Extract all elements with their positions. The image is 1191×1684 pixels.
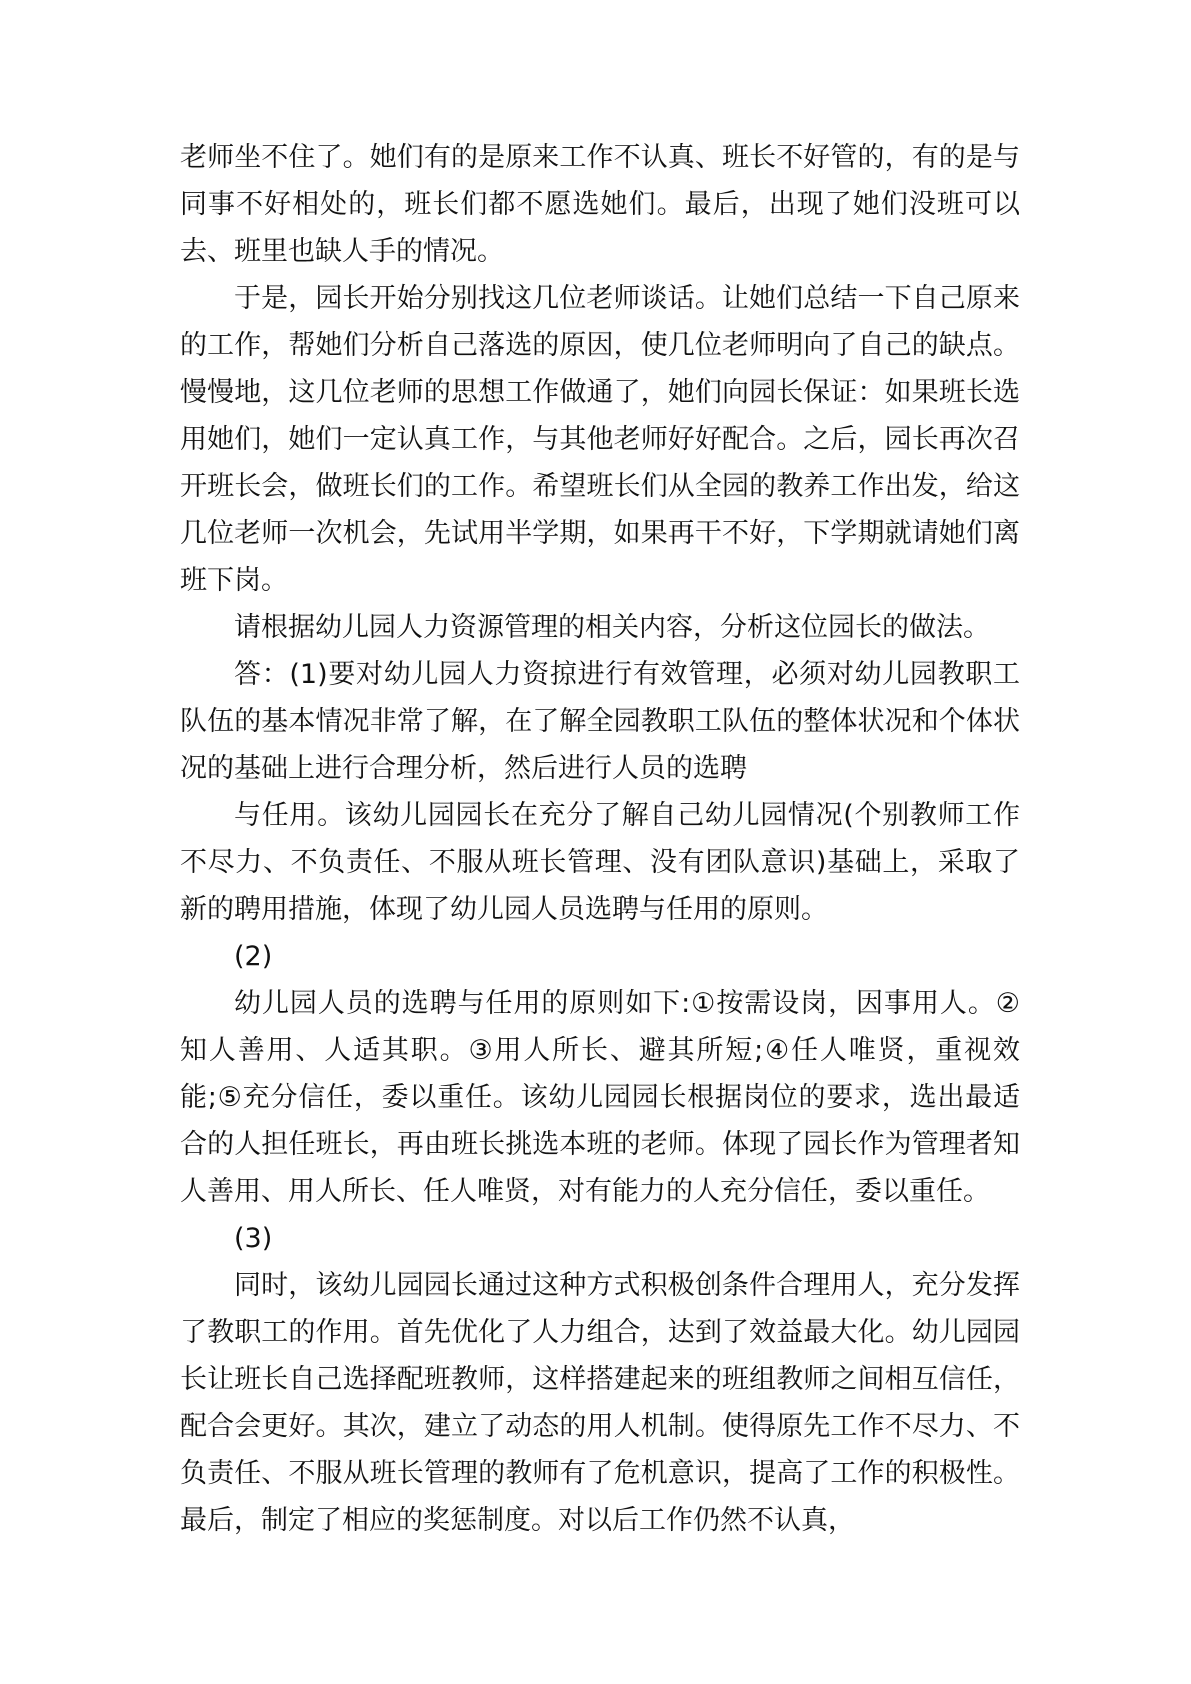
document-body (180, 134, 1020, 1544)
paragraph-2: 于是，园长开始分别找这几位老师谈话。让她们总结一下自己原来的工作，帮她们分析自己落选的原因，使几位老师明向了自己的缺点。慢慢地，这几位老师的思想工作做通了，她们向园长保证：如果班长选用她们，她们一定认真工作，与其他老师好好配合。之后，园长再次召开班长会，做班长们的工作。希望班长们从全园的教养工作出发，给这几位老师一次机会，先试用半学期，如果再干不好，下学期就请她们离班下岗。 (180, 283, 1020, 596)
paragraph-answer-1-cont: 与任用。该幼儿园园长在充分了解自己幼儿园情况(个别教师工作不尽力、不负责任、不服从班长管理、没有团队意识)基础上，采取了新的聘用措施，体现了幼儿园人员选聘与任用的原则。 (180, 800, 1020, 925)
paragraph-1: 老师坐不住了。她们有的是原来工作不认真、班长不好管的，有的是与同事不好相处的，班长们都不愿选她们。最后，出现了她们没班可以去、班里也缺人手的情况。 (180, 142, 1020, 267)
paragraph-question: 请根据幼儿园人力资源管理的相关内容，分析这位园长的做法。 (234, 612, 990, 643)
paragraph-answer-3: 同时，该幼儿园园长通过这种方式积极创条件合理用人，充分发挥了教职工的作用。首先优化了人力组合，达到了效益最大化。幼儿园园长让班长自己选择配班教师，这样搭建起来的班组教师之间相互信任，配合会更好。其次，建立了动态的用人机制。使得原先工作不尽力、不负责任、不服从班长管理的教师有了危机意识，提高了工作的积极性。最后，制定了相应的奖惩制度。对以后工作仍然不认真， (180, 1270, 1020, 1536)
paragraph-answer-1: 答：(1)要对幼儿园人力资掠进行有效管理，必须对幼儿园教职工队伍的基本情况非常了解，在了解全园教职工队伍的整体状况和个体状况的基础上进行合理分析，然后进行人员的选聘 (180, 659, 1020, 784)
paragraph-marker-3: (3) (234, 1223, 273, 1254)
paragraph-marker-2: (2) (234, 941, 273, 972)
paragraph-answer-2: 幼儿园人员的选聘与任用的原则如下:①按需设岗，因事用人。②知人善用、人适其职。③用人所长、避其所短;④任人唯贤，重视效能;⑤充分信任，委以重任。该幼儿园园长根据岗位的要求，选出最适合的人担任班长，再由班长挑选本班的老师。体现了园长作为管理者知人善用、用人所长、任人唯贤，对有能力的人充分信任，委以重任。 (180, 988, 1020, 1207)
